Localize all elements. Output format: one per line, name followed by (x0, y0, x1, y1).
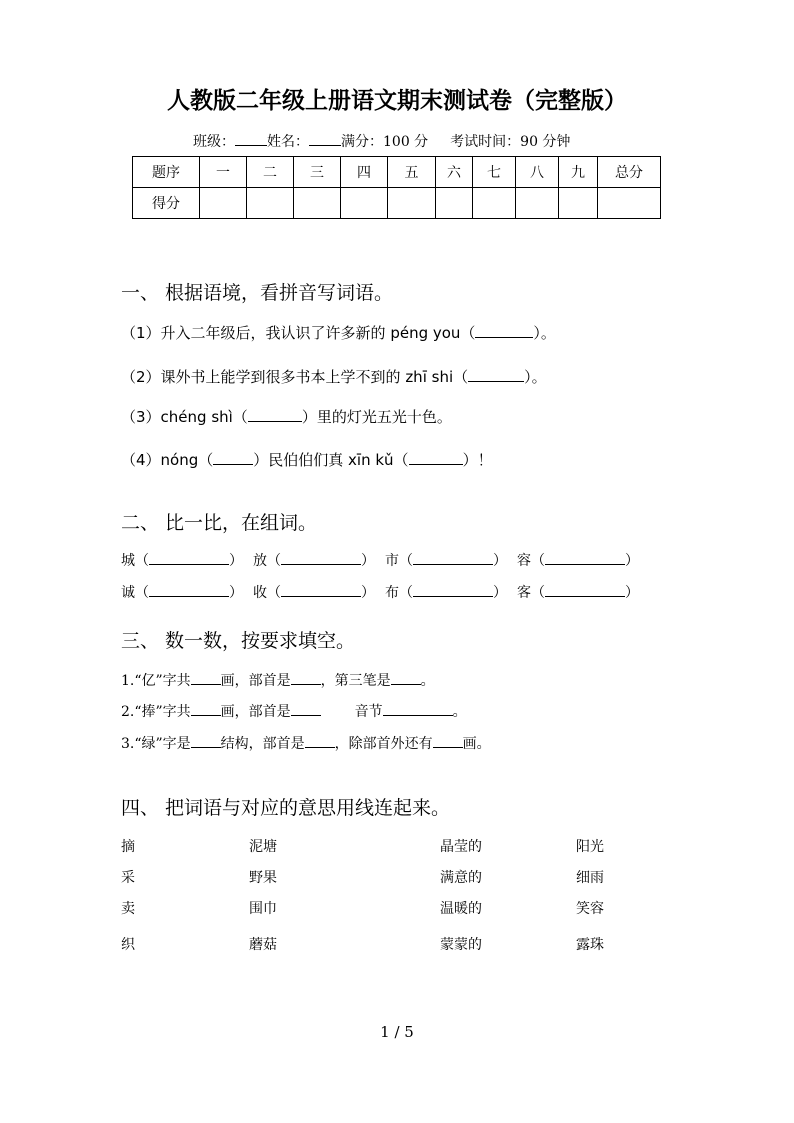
s2-open: （ (531, 553, 545, 569)
header-cell: 八 (516, 157, 559, 188)
score-cell[interactable] (473, 188, 516, 219)
s2-close: ） (229, 585, 243, 601)
name-label: 姓名： (267, 134, 309, 150)
s4-col1-item[interactable]: 卖 (121, 901, 135, 917)
s2-blank[interactable] (545, 550, 625, 565)
s1-item-4-end: ）！ (462, 451, 493, 469)
s2-open: （ (267, 553, 281, 569)
class-blank[interactable] (235, 131, 267, 146)
s2-close: ） (229, 553, 243, 569)
s2-blank[interactable] (149, 582, 229, 597)
section4-heading: 四、 把词语与对应的意思用线连起来。 (121, 797, 451, 819)
score-cell[interactable] (247, 188, 294, 219)
score-header-row (133, 157, 661, 188)
s3-3-d: 画。 (462, 736, 491, 752)
s1-item-2-end: ）。 (524, 368, 547, 386)
header-cell: 五 (388, 157, 436, 188)
s1-item-3 (121, 406, 452, 427)
s2-open: （ (399, 585, 413, 601)
score-table (132, 156, 661, 219)
class-label: 班级： (193, 134, 235, 150)
s2-close: ） (625, 553, 639, 569)
s3-3-b: 结构，部首是 (220, 736, 305, 752)
header-cell: 题序 (133, 157, 200, 188)
s2-open: （ (531, 585, 545, 601)
s2-close: ） (625, 585, 639, 601)
s1-item-4-text: （4）nóng（ (121, 451, 214, 469)
s3-1-blank-1[interactable] (191, 670, 221, 685)
section3-heading: 三、 数一数，按要求填空。 (121, 630, 356, 652)
section2-heading: 二、 比一比，在组词。 (121, 512, 318, 534)
s1-item-3-end: ）里的灯光五光十色。 (301, 408, 452, 426)
s4-col2-item[interactable]: 野果 (249, 870, 277, 886)
s2-char: 收 (253, 585, 267, 601)
s4-col3-item[interactable]: 满意的 (440, 870, 482, 886)
s2-blank[interactable] (281, 582, 361, 597)
s2-close: ） (361, 553, 375, 569)
s4-col2-item[interactable]: 蘑菇 (249, 937, 277, 953)
s3-item-2 (121, 701, 467, 721)
s3-3-blank-3[interactable] (433, 733, 463, 748)
s4-col4-item[interactable]: 阳光 (576, 839, 604, 855)
s2-blank[interactable] (413, 582, 493, 597)
s1-item-2-text: （2）课外书上能学到很多书本上学不到的 zhī shi（ (121, 368, 469, 386)
score-cell[interactable] (294, 188, 341, 219)
s1-item-1 (121, 322, 556, 343)
s1-item-1-text: （1）升入二年级后，我认识了许多新的 péng you（ (121, 324, 476, 342)
s2-row-2 (121, 582, 639, 602)
s2-blank[interactable] (545, 582, 625, 597)
s2-close: ） (493, 585, 507, 601)
page-title: 人教版二年级上册语文期末测试卷（完整版） (167, 88, 627, 114)
score-cell[interactable] (388, 188, 436, 219)
s3-2-d: 。 (452, 704, 467, 720)
s3-1-a: 1.“亿”字共 (121, 673, 191, 689)
s1-item-3-text: （3）chéng shì（ (121, 408, 248, 426)
s4-col4-item[interactable]: 笑容 (576, 901, 604, 917)
exam-info (193, 131, 570, 151)
header-cell: 一 (200, 157, 247, 188)
header-cell: 二 (247, 157, 294, 188)
s3-2-c: 音节 (354, 704, 383, 720)
s1-item-1-end: ）。 (533, 324, 556, 342)
section1-heading: 一、 根据语境，看拼音写词语。 (121, 282, 394, 304)
s3-2-blank-2[interactable] (291, 701, 321, 716)
score-cell[interactable] (516, 188, 559, 219)
s3-3-c: ，除部首外还有 (334, 736, 433, 752)
header-cell: 六 (436, 157, 473, 188)
s4-col3-item[interactable]: 温暖的 (440, 901, 482, 917)
s4-col4-item[interactable]: 细雨 (576, 870, 604, 886)
header-cell: 三 (294, 157, 341, 188)
s4-col3-item[interactable]: 蒙蒙的 (440, 937, 482, 953)
full-score: 满分：100 分 (341, 134, 429, 150)
s2-char: 布 (385, 585, 399, 601)
s3-2-a: 2.“捧”字共 (121, 704, 191, 720)
s2-close: ） (493, 553, 507, 569)
s3-1-b: 画，部首是 (220, 673, 291, 689)
s3-1-blank-3[interactable] (391, 670, 421, 685)
s2-blank[interactable] (281, 550, 361, 565)
s1-item-4-blank-2[interactable] (409, 450, 463, 465)
s2-char: 容 (517, 553, 531, 569)
header-cell: 七 (473, 157, 516, 188)
s4-col2-item[interactable]: 围巾 (249, 901, 277, 917)
s4-col1-item[interactable]: 摘 (121, 839, 135, 855)
s1-item-4-blank-1[interactable] (213, 450, 253, 465)
s4-col4-item[interactable]: 露珠 (576, 937, 604, 953)
s3-2-blank-3[interactable] (383, 701, 453, 716)
s2-char: 客 (517, 585, 531, 601)
s3-2-blank-1[interactable] (191, 701, 221, 716)
s2-open: （ (135, 553, 149, 569)
s1-item-3-blank[interactable] (248, 407, 302, 422)
score-row (133, 188, 661, 219)
s3-3-blank-1[interactable] (191, 733, 221, 748)
s3-1-c: ，第三笔是 (320, 673, 391, 689)
s2-char: 诚 (121, 585, 135, 601)
s3-item-1 (121, 670, 435, 690)
s4-col2-item[interactable]: 泥塘 (249, 839, 277, 855)
score-cell[interactable] (559, 188, 598, 219)
score-row-label: 得分 (133, 188, 200, 219)
s2-char: 市 (385, 553, 399, 569)
s1-item-4 (121, 449, 493, 470)
header-cell: 四 (341, 157, 388, 188)
s3-3-blank-2[interactable] (305, 733, 335, 748)
s2-row-1 (121, 550, 639, 570)
s4-col1-item[interactable]: 采 (121, 870, 135, 886)
s2-char: 城 (121, 553, 135, 569)
s4-col1-item[interactable]: 织 (121, 937, 135, 953)
s1-item-4-mid: ）民伯伯们真 xīn kǔ（ (253, 451, 409, 469)
score-cell[interactable] (436, 188, 473, 219)
s3-1-d: 。 (420, 673, 435, 689)
s3-item-3 (121, 733, 491, 753)
s2-close: ） (361, 585, 375, 601)
s2-open: （ (135, 585, 149, 601)
s1-item-2-blank[interactable] (468, 367, 524, 382)
s3-2-b: 画，部首是 (220, 704, 291, 720)
score-cell[interactable] (598, 188, 661, 219)
exam-time: 考试时间：90 分钟 (450, 134, 571, 150)
s2-blank[interactable] (149, 550, 229, 565)
header-cell: 总分 (598, 157, 661, 188)
name-blank[interactable] (309, 131, 341, 146)
header-cell: 九 (559, 157, 598, 188)
s1-item-1-blank[interactable] (475, 323, 533, 338)
s4-col3-item[interactable]: 晶莹的 (440, 839, 482, 855)
s3-3-a: 3.“绿”字是 (121, 736, 191, 752)
score-cell[interactable] (200, 188, 247, 219)
s1-item-2 (121, 366, 547, 387)
page-number: 1 / 5 (380, 1023, 414, 1041)
s3-1-blank-2[interactable] (291, 670, 321, 685)
s2-blank[interactable] (413, 550, 493, 565)
s2-open: （ (399, 553, 413, 569)
score-cell[interactable] (341, 188, 388, 219)
s2-open: （ (267, 585, 281, 601)
s2-char: 放 (253, 553, 267, 569)
